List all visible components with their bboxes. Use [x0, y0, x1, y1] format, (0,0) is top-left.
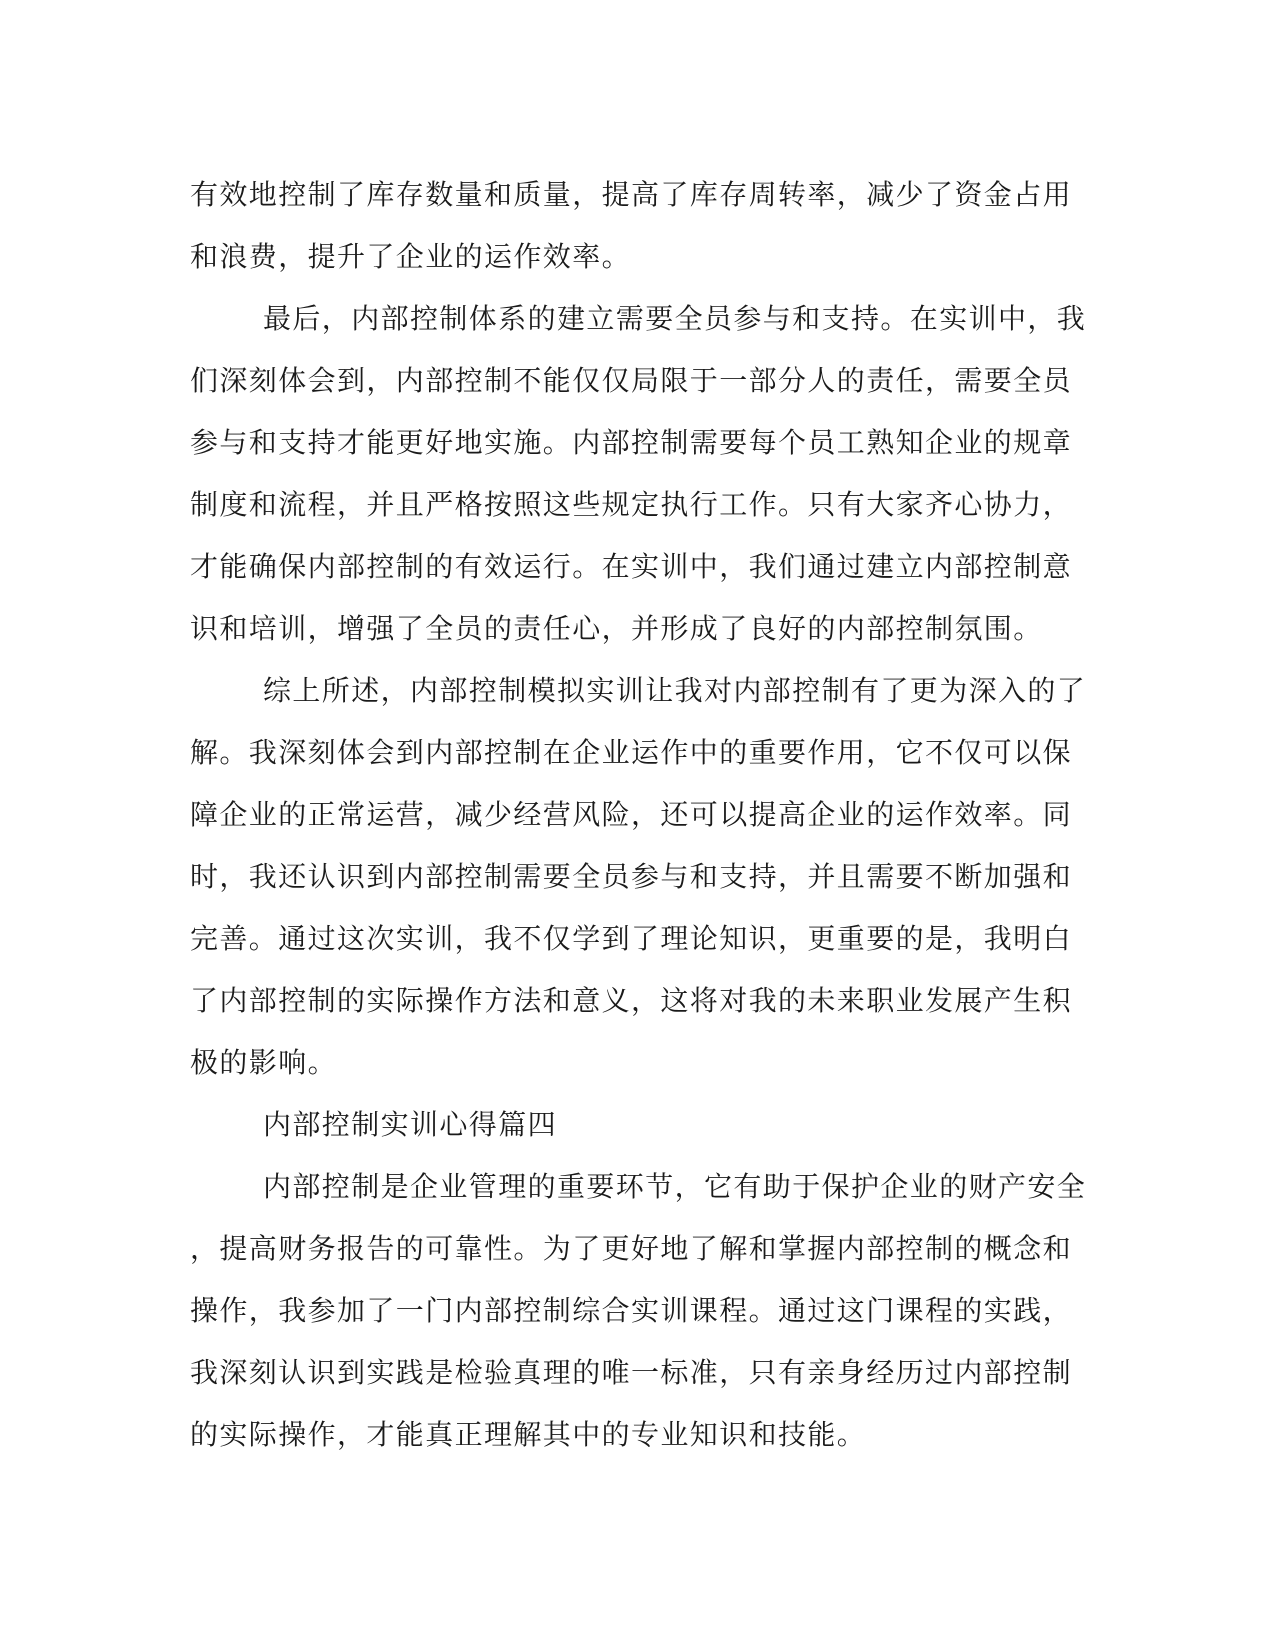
text-line: ，提高财务报告的可靠性。为了更好地了解和掌握内部控制的概念和 — [190, 1232, 1073, 1265]
text-line: 我深刻认识到实践是检验真理的唯一标准，只有亲身经历过内部控制 — [190, 1356, 1073, 1389]
text-line: 参与和支持才能更好地实施。内部控制需要每个员工熟知企业的规章 — [190, 426, 1073, 459]
text-line: 识和培训，增强了全员的责任心，并形成了良好的内部控制氛围。 — [190, 612, 1043, 645]
text-line: 操作，我参加了一门内部控制综合实训课程。通过这门课程的实践， — [190, 1294, 1073, 1327]
text-line: 极的影响。 — [190, 1046, 338, 1079]
paragraph-start-line: 综上所述，内部控制模拟实训让我对内部控制有了更为深入的了 — [263, 674, 1087, 707]
text-line: 时，我还认识到内部控制需要全员参与和支持，并且需要不断加强和 — [190, 860, 1073, 893]
paragraph-start-line: 内部控制是企业管理的重要环节，它有助于保护企业的财产安全 — [263, 1170, 1087, 1203]
text-line: 才能确保内部控制的有效运行。在实训中，我们通过建立内部控制意 — [190, 550, 1073, 583]
text-line: 障企业的正常运营，减少经营风险，还可以提高企业的运作效率。同 — [190, 798, 1073, 831]
text-line: 完善。通过这次实训，我不仅学到了理论知识，更重要的是，我明白 — [190, 922, 1073, 955]
section-heading: 内部控制实训心得篇四 — [263, 1108, 558, 1141]
text-line: 解。我深刻体会到内部控制在企业运作中的重要作用，它不仅可以保 — [190, 736, 1073, 769]
text-line: 制度和流程，并且严格按照这些规定执行工作。只有大家齐心协力， — [190, 488, 1073, 521]
document-body — [190, 164, 1090, 1466]
text-line: 和浪费，提升了企业的运作效率。 — [190, 240, 632, 273]
text-line: 了内部控制的实际操作方法和意义，这将对我的未来职业发展产生积 — [190, 984, 1073, 1017]
text-line: 有效地控制了库存数量和质量，提高了库存周转率，减少了资金占用 — [190, 178, 1073, 211]
paragraph-start-line: 最后，内部控制体系的建立需要全员参与和支持。在实训中，我 — [263, 302, 1087, 335]
text-line: 的实际操作，才能真正理解其中的专业知识和技能。 — [190, 1418, 867, 1451]
text-line: 们深刻体会到，内部控制不能仅仅局限于一部分人的责任，需要全员 — [190, 364, 1073, 397]
